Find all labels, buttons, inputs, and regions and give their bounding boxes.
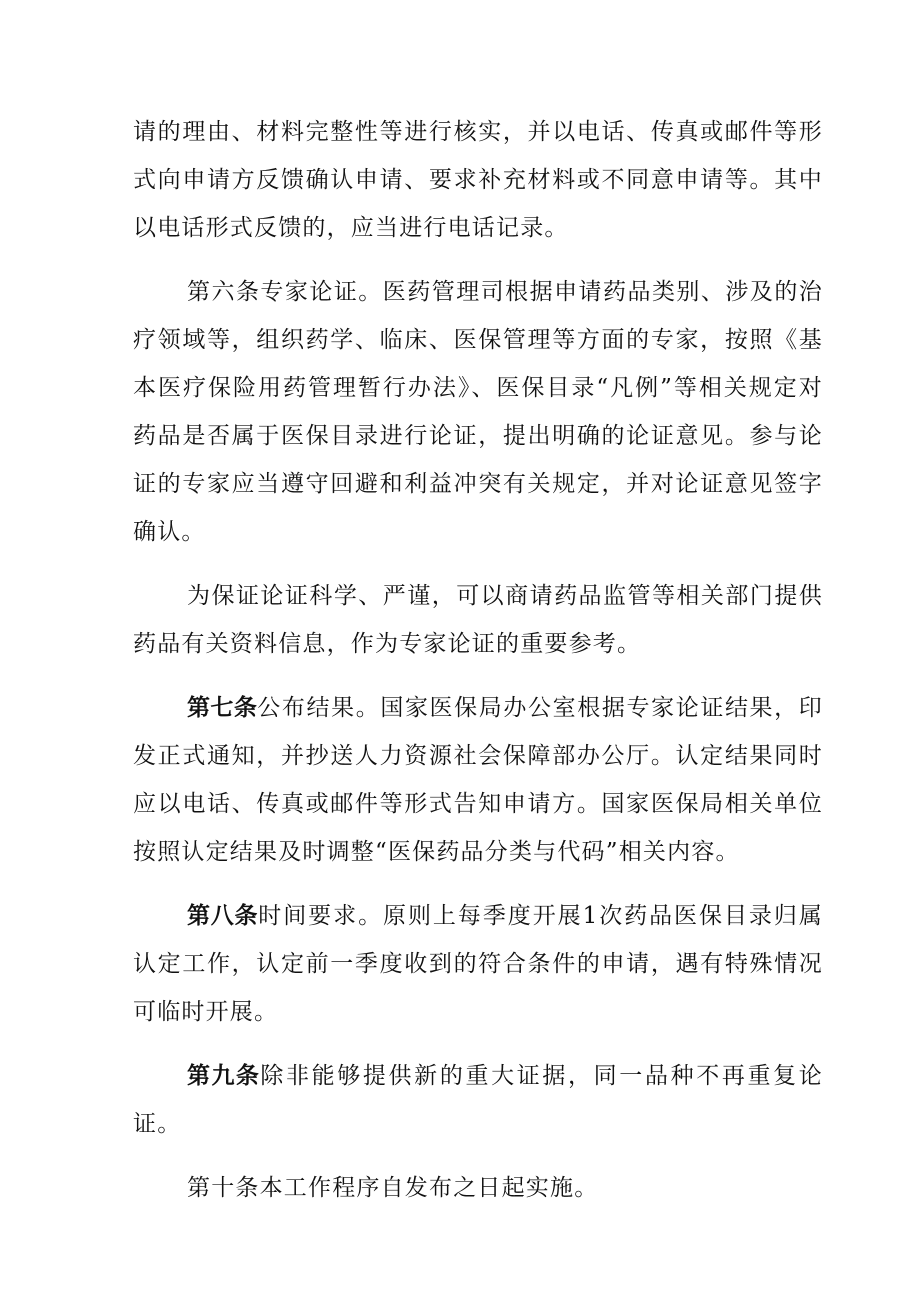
paragraph-text: 为保证论证科学、严谨，可以商请药品监管等相关部门提供药品有关资料信息，作为专家论证的重要参考。	[133, 583, 823, 657]
paragraph-text: 请的理由、材料完整性等进行核实，并以电话、传真或邮件等形式向申请方反馈确认申请、要求补充材料或不同意申请等。其中以电话形式反馈的，应当进行电话记录。	[133, 119, 823, 241]
article-9-paragraph	[133, 1052, 823, 1148]
document-body	[133, 108, 823, 1228]
paragraph-text: 第十条本工作程序自发布之日起实施。	[187, 1175, 599, 1201]
article-7-paragraph	[133, 684, 823, 876]
article-6-paragraph	[133, 268, 823, 556]
paragraph-text: 时间要求。原则上每季度开展1次药品医保目录归属认定工作，认定前一季度收到的符合条件的申请，遇有特殊情况可临时开展。	[133, 903, 824, 1025]
article-10-paragraph	[133, 1164, 823, 1212]
article-heading: 第八条	[187, 903, 259, 929]
article-heading: 第七条	[187, 695, 258, 721]
paragraph	[133, 572, 823, 668]
article-heading: 第九条	[187, 1063, 261, 1089]
paragraph-text: 公布结果。国家医保局办公室根据专家论证结果，印发正式通知，并抄送人力资源社会保障部办公厅。认定结果同时应以电话、传真或邮件等形式告知申请方。国家医保局相关单位按照认定结果及时调整“医保药品分类与代码”相关内容。	[133, 695, 823, 865]
paragraph-text: 第六条专家论证。医药管理司根据申请药品类别、涉及的治疗领域等，组织药学、临床、医保管理等方面的专家，按照《基本医疗保险用药管理暂行办法》、医保目录“凡例”等相关规定对药品是否属于医保目录进行论证，提出明确的论证意见。参与论证的专家应当遵守回避和利益冲突有关规定，并对论证意见签字确认。	[133, 279, 823, 545]
paragraph-text: 除非能够提供新的重大证据，同一品种不再重复论证。	[133, 1063, 823, 1137]
paragraph	[133, 108, 823, 252]
article-8-paragraph	[133, 892, 823, 1036]
